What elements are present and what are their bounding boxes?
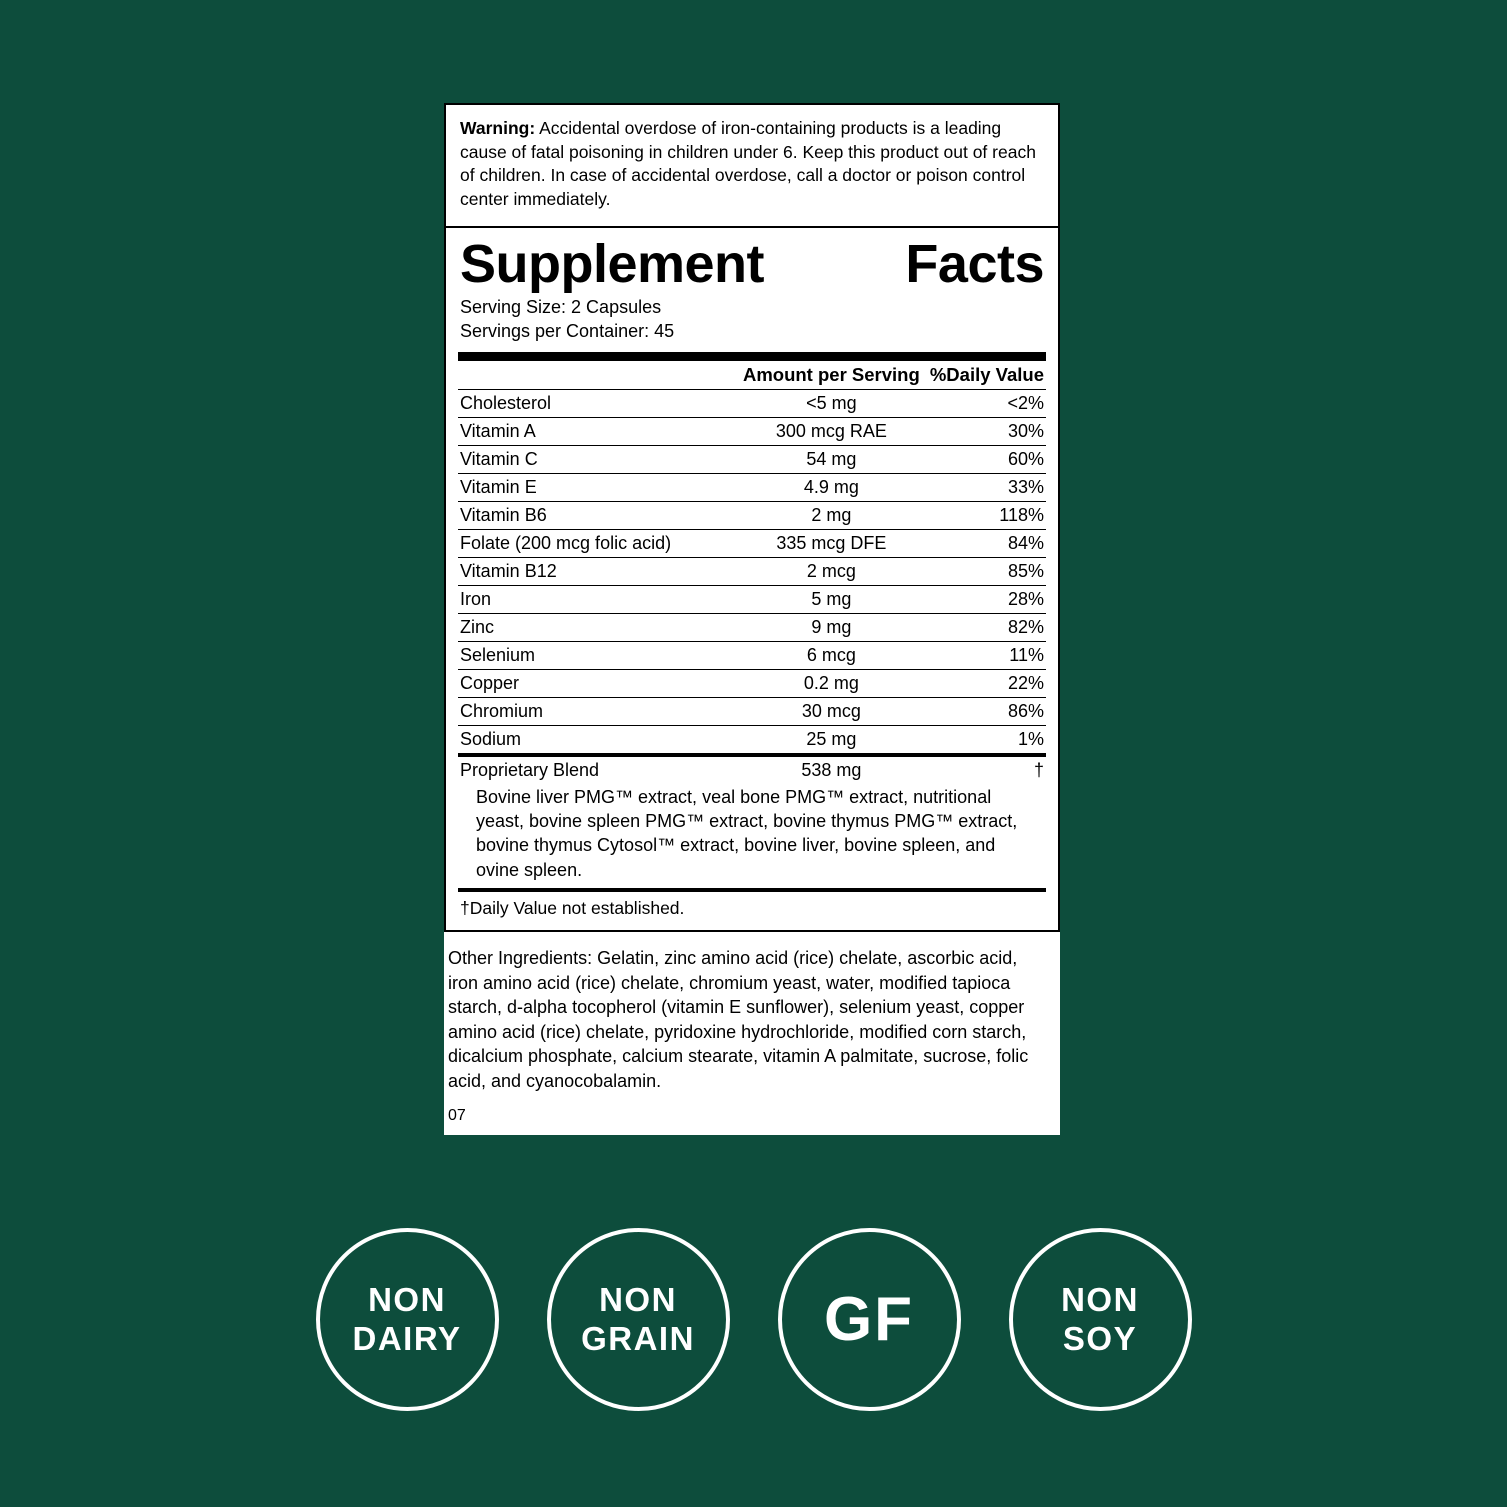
nutrient-dv: 85% xyxy=(928,557,1046,585)
certification-badges xyxy=(0,1228,1507,1411)
serving-size: Serving Size: 2 Capsules xyxy=(460,296,662,317)
table-header-row xyxy=(458,361,1046,390)
nutrient-amount: 2 mg xyxy=(734,501,928,529)
nutrient-dv: 28% xyxy=(928,585,1046,613)
nutrient-amount: 5 mg xyxy=(734,585,928,613)
nutrient-name: Cholesterol xyxy=(458,389,734,417)
warning-label: Warning: xyxy=(460,118,536,138)
nutrient-name: Iron xyxy=(458,585,734,613)
nutrient-name: Vitamin A xyxy=(458,417,734,445)
warning-body: Accidental overdose of iron-containing products is a leading cause of fatal poisoning in children under 6. Keep this product out of reach of children. In case of accidental overdose, call a doctor or poison control center immediately. xyxy=(460,118,1036,209)
nutrient-amount: 4.9 mg xyxy=(734,473,928,501)
nutrient-amount: 9 mg xyxy=(734,613,928,641)
table-row xyxy=(458,445,1046,473)
nutrient-dv: 118% xyxy=(928,501,1046,529)
label-code: 07 xyxy=(448,1107,466,1125)
title-facts: Facts xyxy=(905,233,1044,294)
nutrient-dv: 84% xyxy=(928,529,1046,557)
badge-non-soy-line2: SOY xyxy=(1062,1319,1138,1357)
nutrient-amount: 25 mg xyxy=(806,728,857,749)
table-row xyxy=(458,473,1046,501)
supplement-facts-box xyxy=(444,228,1060,933)
table-row xyxy=(458,389,1046,417)
nutrient-name: Copper xyxy=(458,669,734,697)
nutrient-dv: 30% xyxy=(928,417,1046,445)
table-row xyxy=(458,585,1046,613)
table-row xyxy=(458,529,1046,557)
title-supplement: Supplement xyxy=(460,233,765,294)
nutrient-name: Folate (200 mcg folic acid) xyxy=(458,529,734,557)
table-row xyxy=(458,641,1046,669)
nutrient-name: Vitamin B12 xyxy=(458,557,734,585)
warning-text xyxy=(460,117,1044,212)
header-amount: Amount per Serving xyxy=(734,361,928,390)
table-row xyxy=(458,613,1046,641)
badge-non-grain-line2: GRAIN xyxy=(581,1319,695,1357)
badge-non-dairy xyxy=(316,1228,499,1411)
table-row xyxy=(458,557,1046,585)
nutrient-amount: 335 mcg DFE xyxy=(734,529,928,557)
nutrient-dv: 86% xyxy=(928,697,1046,725)
badge-non-soy-line1: NON xyxy=(1061,1280,1139,1318)
nutrient-dv: 33% xyxy=(928,473,1046,501)
table-row xyxy=(458,669,1046,697)
blend-dv: † xyxy=(1033,759,1044,780)
nutrient-amount: 54 mg xyxy=(734,445,928,473)
blend-description: Bovine liver PMG™ extract, veal bone PMG™ extract, nutritional yeast, bovine spleen PMG™ extract, bovine thymus PMG™ extract, bovine thymus Cytosol™ extract, bovine liver, bovine spleen, and ovine spleen. xyxy=(476,786,1018,880)
badge-non-grain-line1: NON xyxy=(599,1280,677,1318)
proprietary-blend-table xyxy=(458,757,1046,784)
other-ingredients: Other Ingredients: Gelatin, zinc amino acid (rice) chelate, ascorbic acid, iron amino acid (rice) chelate, chromium yeast, water, modified tapioca starch, d-alpha tocopherol (vitamin E sunflower), selenium yeast, copper amino acid (rice) chelate, pyridoxine hydrochloride, modified corn starch, dicalcium phosphate, calcium stearate, vitamin A palmitate, sucrose, folic acid, and cyanocobalamin. xyxy=(448,948,1029,1091)
nutrient-name: Sodium xyxy=(460,728,522,749)
table-row xyxy=(458,417,1046,445)
table-row xyxy=(458,501,1046,529)
nutrient-amount: 2 mcg xyxy=(734,557,928,585)
header-daily-value: %Daily Value xyxy=(928,361,1046,390)
nutrient-name: Vitamin E xyxy=(458,473,734,501)
nutrient-amount: <5 mg xyxy=(734,389,928,417)
badge-gluten-free-label: GF xyxy=(823,1284,915,1354)
nutrient-name: Vitamin B6 xyxy=(458,501,734,529)
badge-non-soy xyxy=(1009,1228,1192,1411)
label-panel xyxy=(444,103,1060,1135)
servings-per-container: Servings per Container: 45 xyxy=(460,320,675,341)
nutrient-name: Vitamin C xyxy=(458,445,734,473)
blend-name: Proprietary Blend xyxy=(460,759,600,780)
rule-thick-top xyxy=(458,352,1046,361)
badge-non-dairy-line1: NON xyxy=(368,1280,446,1318)
nutrition-table xyxy=(458,361,1046,753)
blend-row xyxy=(458,757,1046,784)
badge-non-dairy-line2: DAIRY xyxy=(352,1319,462,1357)
table-row xyxy=(458,697,1046,725)
nutrient-dv: 11% xyxy=(928,641,1046,669)
nutrient-amount: 0.2 mg xyxy=(734,669,928,697)
nutrient-dv: 22% xyxy=(928,669,1046,697)
daily-value-footnote: †Daily Value not established. xyxy=(460,898,685,919)
nutrient-dv: 82% xyxy=(928,613,1046,641)
nutrient-dv: <2% xyxy=(928,389,1046,417)
supplement-facts-title xyxy=(458,233,1046,294)
warning-box xyxy=(444,103,1060,228)
nutrient-dv: 1% xyxy=(1017,728,1044,749)
nutrient-dv: 60% xyxy=(928,445,1046,473)
nutrient-name: Chromium xyxy=(458,697,734,725)
nutrient-name: Zinc xyxy=(458,613,734,641)
blend-amount: 538 mg xyxy=(801,759,862,780)
badge-gluten-free xyxy=(778,1228,961,1411)
badge-non-grain xyxy=(547,1228,730,1411)
nutrient-amount: 30 mcg xyxy=(734,697,928,725)
nutrient-amount: 6 mcg xyxy=(734,641,928,669)
nutrient-amount: 300 mcg RAE xyxy=(734,417,928,445)
nutrient-name: Selenium xyxy=(458,641,734,669)
header-nutrient xyxy=(458,361,734,390)
table-row xyxy=(458,725,1046,753)
